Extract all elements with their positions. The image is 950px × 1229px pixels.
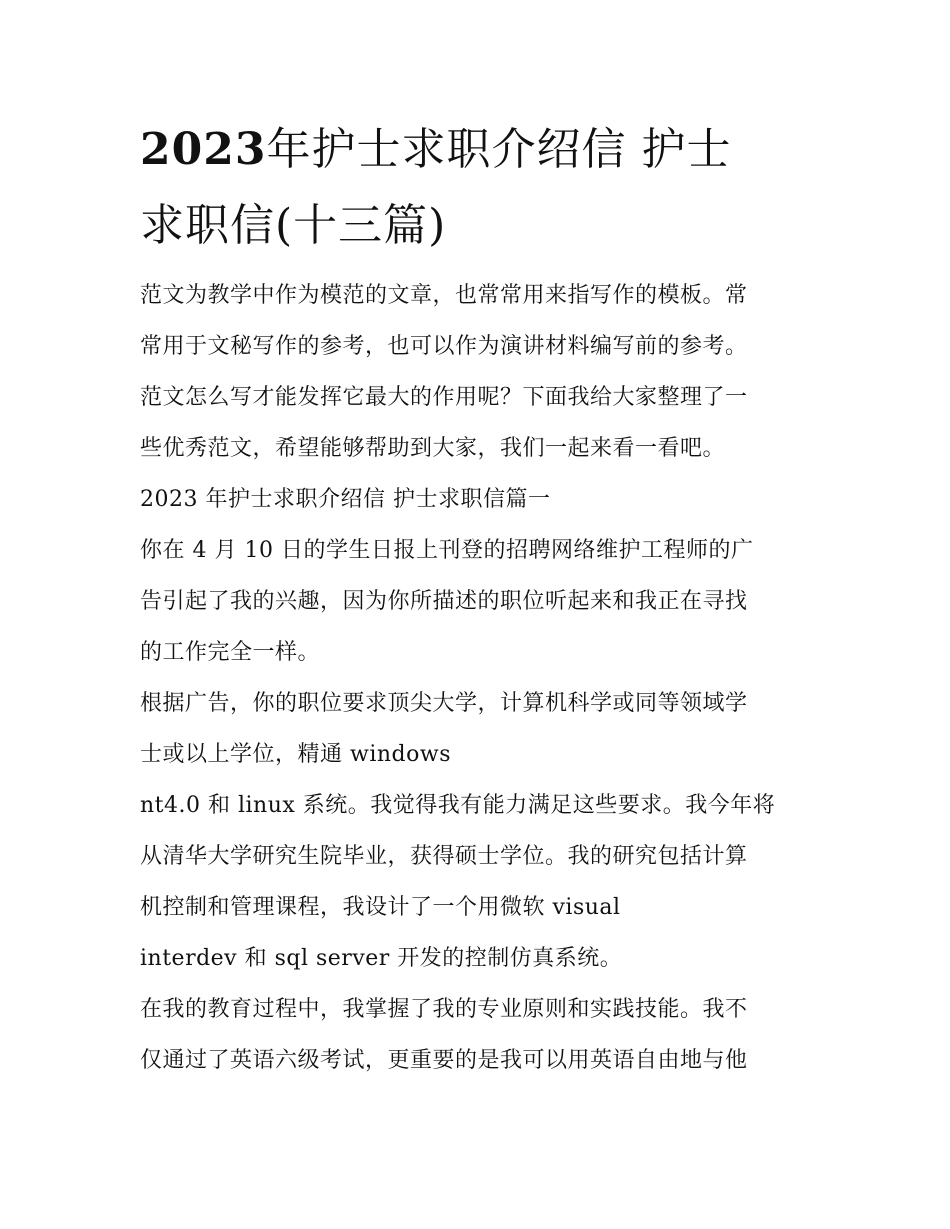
text-line: 常用于文秘写作的参考，也可以作为演讲材料编写前的参考。 [140, 334, 748, 359]
text-line: nt4.0 和 linux 系统。我觉得我有能力满足这些要求。我今年将 [140, 793, 776, 818]
text-line: 范文为教学中作为模范的文章，也常常用来指写作的模板。常 [140, 283, 748, 308]
text-line: 范文怎么写才能发挥它最大的作用呢？下面我给大家整理了一 [140, 385, 748, 410]
text-line: interdev 和 sql server 开发的控制仿真系统。 [140, 946, 623, 971]
text-line: 根据广告，你的职位要求顶尖大学，计算机科学或同等领域学 [140, 691, 748, 716]
title-year: 2023 [140, 124, 267, 175]
body-text [140, 270, 812, 1086]
text-line: 士或以上学位，精通 windows [140, 742, 451, 767]
text-line: 些优秀范文，希望能够帮助到大家，我们一起来看一看吧。 [140, 436, 726, 461]
title-line2: 求职信(十三篇) [140, 200, 447, 251]
text-line: 告引起了我的兴趣，因为你所描述的职位听起来和我正在寻找 [140, 589, 748, 614]
page-title [140, 112, 812, 264]
text-line: 的工作完全一样。 [140, 640, 321, 665]
document-page [140, 112, 812, 1086]
text-line: 你在 4 月 10 日的学生日报上刊登的招聘网络维护工程师的广 [140, 538, 754, 563]
text-line: 从清华大学研究生院毕业，获得硕士学位。我的研究包括计算 [140, 844, 748, 869]
section-heading: 2023 年护士求职介绍信 护士求职信篇一 [140, 487, 551, 512]
text-line: 仅通过了英语六级考试，更重要的是我可以用英语自由地与他 [140, 1048, 748, 1073]
text-line: 在我的教育过程中，我掌握了我的专业原则和实践技能。我不 [140, 997, 748, 1022]
text-line: 机控制和管理课程，我设计了一个用微软 visual [140, 895, 621, 920]
title-line1-rest: 年护士求职介绍信 护士 [266, 124, 732, 175]
